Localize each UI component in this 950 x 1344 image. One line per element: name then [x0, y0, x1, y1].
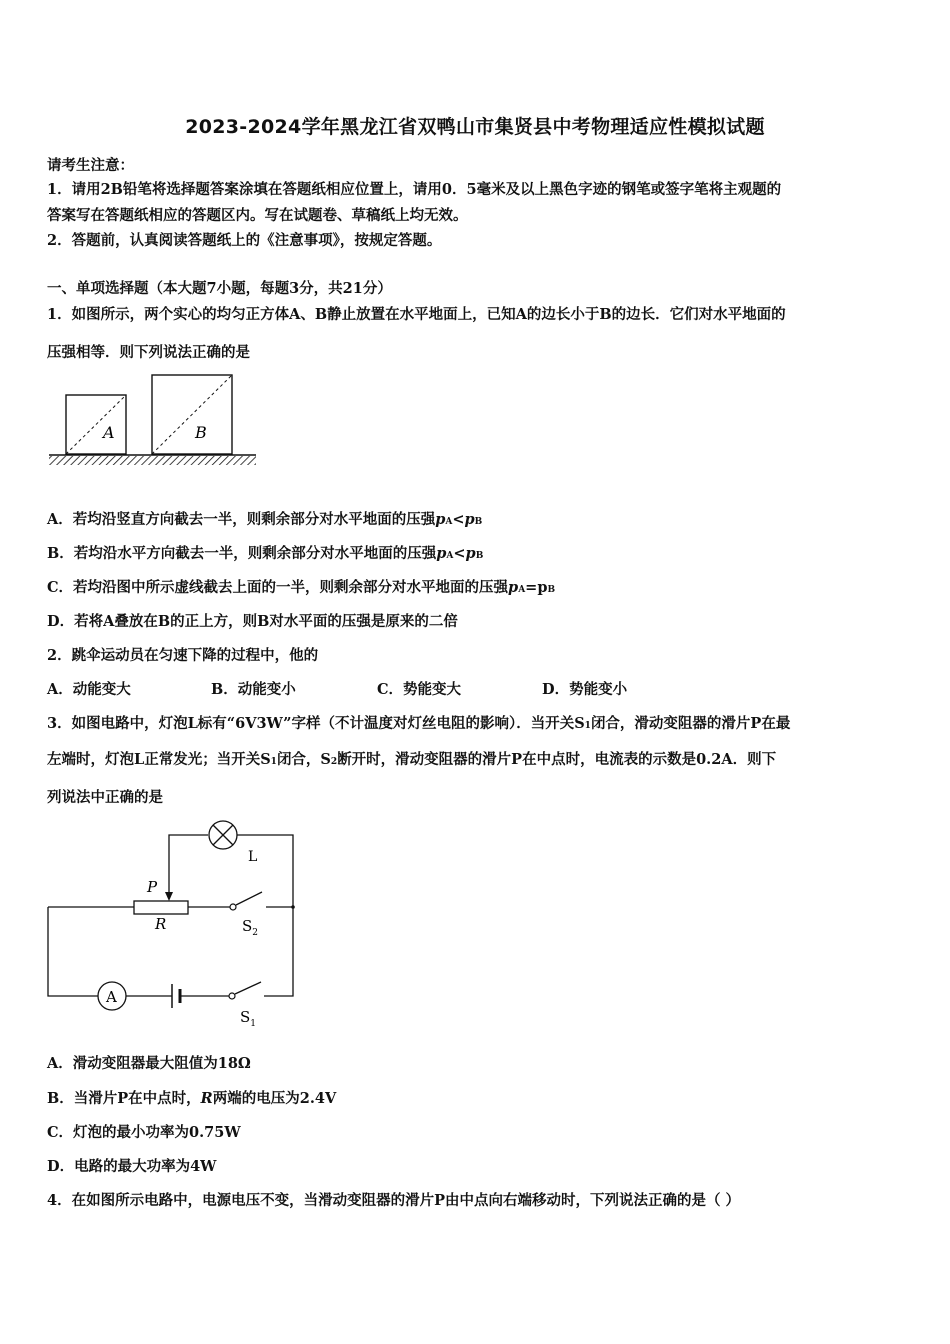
cube-b-diagonal — [152, 375, 232, 454]
switch-s2-blade — [236, 892, 262, 905]
notice-heading: 请考生注意： — [47, 157, 134, 174]
junction-dot — [291, 905, 295, 909]
q3-stem-text: 断开时，滑动变阻器的滑片P在中点时，电流表的示数是0.2A．则下 — [337, 751, 777, 768]
q1-option-d: D．若将A叠放在B的正上方，则B对水平面的压强是原来的二倍 — [47, 613, 458, 630]
q1-stem-line-1: 1．如图所示，两个实心的均匀正方体A、B静止放置在水平地面上，已知A的边长小于B的边长．它们对水平地面的 — [47, 306, 786, 323]
subscript-b: B — [474, 517, 483, 527]
q3-stem-line-2 — [47, 748, 776, 769]
q1-option-a — [47, 508, 482, 529]
q1-stem-line-2: 压强相等．则下列说法正确的是 — [47, 344, 250, 361]
subscript-a: A — [518, 585, 526, 595]
q3-stem-text: 3．如图电路中，灯泡L标有“6V3W”字样（不计温度对灯丝电阻的影响）．当开关S — [47, 715, 585, 732]
subscript-a: A — [446, 551, 454, 561]
q3-option-b — [47, 1087, 336, 1108]
ammeter-label: A — [106, 988, 117, 1006]
switch-s1-blade — [235, 982, 261, 994]
pressure-symbol: p — [435, 511, 446, 528]
wire — [237, 835, 293, 996]
subscript-a: A — [445, 517, 453, 527]
q2-option-d: D．势能变小 — [542, 681, 628, 698]
q3-option-a: A．滑动变阻器最大阻值为18Ω — [47, 1055, 251, 1072]
q2-option-c: C．势能变大 — [377, 681, 462, 698]
less-than: < — [452, 511, 465, 528]
notice-line-1: 1．请用2B铅笔将选择题答案涂填在答题纸相应位置上，请用0．5毫米及以上黑色字迹的钢笔或签字笔将主观题的 — [47, 181, 782, 198]
q3-stem-text: 闭合，滑动变阻器的滑片P在最 — [590, 715, 791, 732]
q1-option-c — [47, 576, 555, 597]
cube-b-label: B — [195, 423, 207, 442]
wire — [169, 835, 208, 896]
switch-s2-contact — [230, 904, 236, 910]
lamp-label: L — [248, 849, 258, 865]
less-than: < — [453, 545, 466, 562]
q3-stem-line-1 — [47, 712, 790, 733]
notice-line-3: 2．答题前，认真阅读答题纸上的《注意事项》，按规定答题。 — [47, 232, 442, 249]
q1-cubes-figure — [45, 370, 260, 470]
pressure-symbol: p — [508, 579, 519, 596]
rheostat-icon — [134, 901, 188, 914]
q3-stem-line-3: 列说法中正确的是 — [47, 789, 163, 806]
slider-arrow-icon — [165, 892, 173, 901]
subscript: 1 — [584, 721, 591, 731]
switch-s2-label: $S_2$ — [242, 917, 259, 938]
q3-option-c: C．灯泡的最小功率为0.75W — [47, 1124, 241, 1141]
switch-s1-contact — [229, 993, 235, 999]
q2-option-a: A．动能变大 — [47, 681, 131, 698]
q3-stem-text: 闭合，S — [276, 751, 331, 768]
rheostat-label: R — [155, 915, 167, 933]
notice-line-2: 答案写在答题纸相应的答题区内。写在试题卷、草稿纸上均无效。 — [47, 207, 468, 224]
q1-option-b-text: B．若均沿水平方向截去一半，则剩余部分对水平地面的压强 — [47, 545, 437, 562]
slider-label: P — [147, 878, 158, 896]
subscript-b: B — [475, 551, 484, 561]
cube-a-label: A — [103, 423, 115, 442]
pressure-symbol: p — [464, 511, 475, 528]
resistor-symbol: R — [200, 1090, 213, 1107]
subscript: 2 — [330, 757, 338, 767]
switch-s1-label: $S_1$ — [240, 1008, 257, 1029]
q2-stem: 2．跳伞运动员在匀速下降的过程中，他的 — [47, 647, 319, 664]
q2-option-b: B．动能变小 — [211, 681, 296, 698]
cube-a-diagonal — [66, 395, 126, 454]
q3-circuit-figure — [40, 812, 305, 1032]
ground-hatch — [49, 456, 256, 465]
q3-option-b-text: 两端的电压为2.4V — [212, 1090, 337, 1107]
wire — [48, 907, 98, 996]
pressure-symbol: p — [465, 545, 476, 562]
q3-option-b-text: B．当滑片P在中点时， — [47, 1090, 201, 1107]
q1-option-a-text: A．若均沿竖直方向截去一半，则剩余部分对水平地面的压强 — [47, 511, 436, 528]
q3-stem-text: 左端时，灯泡L正常发光；当开关S — [47, 751, 271, 768]
section-heading: 一、单项选择题（本大题7小题，每题3分，共21分） — [47, 280, 392, 297]
subscript: 1 — [270, 757, 277, 767]
q3-option-d: D．电路的最大功率为4W — [47, 1158, 217, 1175]
equals: = — [525, 579, 538, 596]
q1-option-c-text: C．若均沿图中所示虚线截去上面的一半，则剩余部分对水平地面的压强 — [47, 579, 509, 596]
pressure-symbol-plain: p — [537, 579, 548, 596]
pressure-symbol: p — [436, 545, 447, 562]
page-title: 2023-2024学年黑龙江省双鸭山市集贤县中考物理适应性模拟试题 — [185, 116, 765, 138]
subscript-b: B — [547, 585, 556, 595]
q1-option-b — [47, 542, 483, 563]
q4-stem: 4．在如图所示电路中，电源电压不变，当滑动变阻器的滑片P由中点向右端移动时，下列说法正确的是（ ） — [47, 1192, 741, 1209]
